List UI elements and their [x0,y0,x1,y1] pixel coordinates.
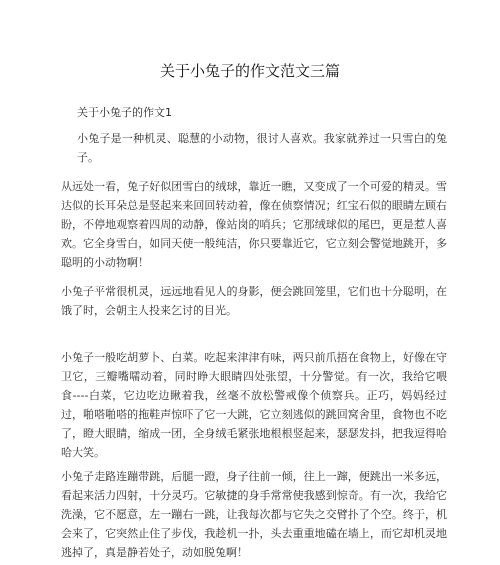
paragraph-behavior: 小兔子平常很机灵，远远地看见人的身影，便会跳回笼里，它们也十分聪明，在饿了时，会朝主人投来乞讨的目光。 [61,285,447,317]
section-heading: 关于小兔子的作文1 [77,106,172,119]
page-title: 关于小兔子的作文范文三篇 [159,62,340,80]
paragraph-intro: 小兔子是一种机灵、聪慧的小动物，很讨人喜欢。我家就养过一只雪白的兔子。 [77,132,447,164]
paragraph-appearance: 从远处一看，兔子好似团雪白的绒球，靠近一瞧，又变成了一个可爱的精灵。雪达似的长耳朵总是竖起来来回回转动着，像在侦察情况；红宝石似的眼睛左顾右盼，不停地观察着四周的动静，像站岗的哨兵；它那绒球似的尾巴，更是惹人喜欢。它全身雪白，如同天使一般纯洁，你只要靠近它，它立刻会警觉地跳开，多聪明的小动物啊！ [61,180,447,269]
paragraph-eating: 小兔子一般吃胡萝卜、白菜。吃起来津津有味，两只前爪捂在食物上，好像在守卫它，三瓣嘴嚅动着，同时睁大眼睛四处张望，十分警觉。有一次，我给它喂食----白菜，它边吃边瞅着我，丝毫不放松警戒像个侦察兵。正巧，妈妈经过过，啪嗒啪嗒的拖鞋声惊吓了它一大跳，它立刻逃似的跳回窝舍里，食物也不吃了，瞪大眼睛，缩成一团，全身绒毛紧张地根根竖起来，瑟瑟发抖，把我逗得哈哈大笑。 [61,351,447,459]
paragraph-movement: 小兔子走路连蹦带跳，后腿一蹬，身子往前一倾，往上一蹿，便跳出一米多远，看起来活力四射，十分灵巧。它敏捷的身手常常使我感到惊奇。有一次，我给它洗澡，它不愿意，左一蹦右一跳，让我每次都与它失之交臂扑了个空。终于，机会来了，它突然止住了步伐，我趁机一扑，头去重重地磕在墙上，而它却机灵地逃掉了，真是静若处子，动如脱兔啊！ [61,470,447,559]
